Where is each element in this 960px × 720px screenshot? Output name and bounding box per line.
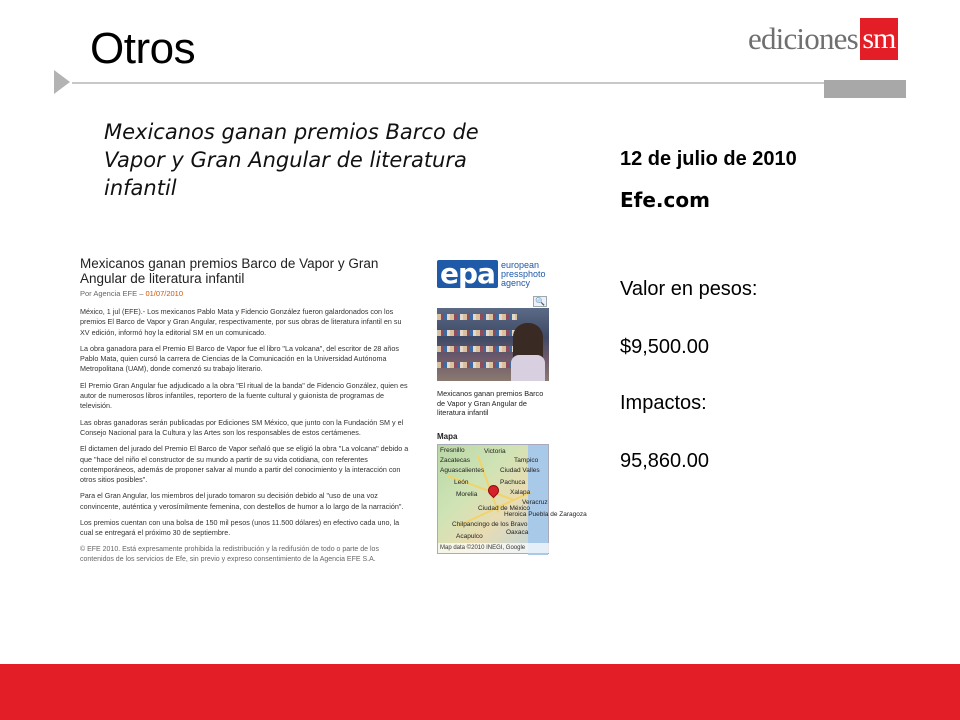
map-attribution: Map data ©2010 INEGI, Google: [438, 543, 550, 553]
magnify-icon[interactable]: 🔍: [533, 296, 547, 307]
map-label: Ciudad de México: [478, 504, 531, 512]
news-headline: Mexicanos ganan premios Barco de Vapor y Gran Angular de literatura infantil: [104, 120, 479, 200]
map-label: Chilpancingo de los Bravo: [452, 520, 528, 528]
clipping-paragraph: El Premio Gran Angular fue adjudicado a la obra "El ritual de la banda" de Fidencio González, quien es autor de numerosos libros infantiles, reportero de la fuente cultural y guionista de programas de televisión.: [80, 380, 408, 411]
clipping-byline-author: Por Agencia EFE –: [80, 289, 144, 298]
map-label: Morelia: [456, 490, 478, 498]
clipping-sidebar: [437, 256, 587, 554]
epa-logo: [437, 256, 549, 292]
map-label: León: [454, 478, 469, 486]
bookshelf: [437, 330, 517, 336]
map-label: Acapulco: [456, 532, 483, 540]
map-label: Aguascalientes: [440, 466, 485, 474]
clipping-paragraph: Los premios cuentan con una bolsa de 150 mil pesos (unos 11.500 dólares) en efectivo cada uno, la cual se entregará el próximo 30 de septiembre.: [80, 518, 400, 538]
clipping-legal-notice: © EFE 2010. Está expresamente prohibida la redistribución y la redifusión de todo o parte de los contenidos de los servicios de Efe, sin previo y expreso consentimiento de la Agencia EFE S.A.: [80, 545, 379, 563]
clipping-paragraph: México, 1 jul (EFE).- Los mexicanos Pablo Mata y Fidencio González fueron galardonados con los premios El Barco de Vapor y Gran Angular, respectivamente, por sus obras de literatura infantil en su XV edición, informó hoy la editorial SM en un comunicado.: [80, 307, 402, 337]
impacts-label: Impactos:: [620, 392, 707, 414]
map-label: Ciudad Valles: [500, 466, 540, 474]
map-label: Pachuca: [500, 478, 526, 486]
clipping-paragraph: Las obras ganadoras serán publicadas por Ediciones SM México, que junto con la Fundación SM y el Consejo Nacional para la Cultura y las Artes son los responsables de estos certámenes.: [80, 417, 404, 437]
clipping-byline: [80, 289, 410, 298]
epa-line: agency: [500, 277, 530, 288]
title-rule-block: [824, 80, 906, 98]
clipping-paragraph: El dictamen del jurado del Premio El Barco de Vapor señaló que se eligió la obra "La volcana" debido a que "hace del niño el constructor de su mundo a partir de su vida cotidiana, con referentes contemporáneos, además de proponer salvar al mundo a partir del conocimiento y la interacción con otros sitios posibles".: [80, 444, 409, 485]
bookshelf: [437, 362, 517, 368]
publication-date: 12 de julio de 2010: [620, 148, 797, 170]
impacts-amount: 95,860.00: [620, 450, 709, 472]
news-clipping: [80, 256, 410, 565]
value-label: Valor en pesos:: [620, 278, 758, 300]
clipping-byline-date: 01/07/2010: [145, 289, 184, 298]
bookshelf: [437, 346, 517, 352]
location-map[interactable]: [437, 444, 587, 554]
logo-mark: sm: [860, 18, 898, 60]
epa-line: pressphoto: [500, 268, 546, 279]
title-rule-line: [72, 82, 824, 84]
publication-source: Efe.com: [620, 188, 710, 212]
map-label: Zacatecas: [440, 456, 470, 464]
map-label: Veracruz: [522, 498, 548, 506]
map-label: Victoria: [484, 447, 506, 455]
photo-caption: Mexicanos ganan premios Barco de Vapor y Gran Angular de literatura infantil: [437, 389, 544, 417]
title-rule-arrow: [54, 70, 70, 94]
clipping-paragraph: Para el Gran Angular, los miembros del jurado tomaron su decisión debido al "uso de una voz convincente, auténtica y verosímilmente femenina, con destellos de humor a lo largo de la narración".: [80, 491, 404, 511]
epa-logo-text: [501, 261, 546, 288]
map-label: Heroica Puebla de Zaragoza: [504, 510, 587, 518]
bookshelf: [437, 314, 517, 320]
ediciones-sm-logo: [748, 18, 898, 60]
value-amount: $9,500.00: [620, 336, 709, 358]
map-label: Fresnillo: [440, 446, 465, 454]
epa-logo-mark: epa: [437, 260, 498, 288]
clipping-paragraph: La obra ganadora para el Premio El Barco de Vapor fue el libro "La volcana", del escritor de 28 años Pablo Mata, quien cursó la carrera de Ciencias de la Comunicación en la Universidad Autónoma Metropolitana (UAM), donde comenzó su trabajo literario.: [80, 343, 400, 374]
footer-bar: [0, 664, 960, 720]
map-label: Oaxaca: [506, 528, 529, 536]
clipping-title: Mexicanos ganan premios Barco de Vapor y Gran Angular de literatura infantil: [80, 256, 379, 286]
epa-line: european: [500, 259, 539, 270]
map-label: Tampico: [514, 456, 539, 464]
child-shirt: [511, 355, 545, 381]
map-heading: Mapa: [437, 431, 458, 441]
logo-wordmark: ediciones: [748, 21, 858, 56]
slide-title: Otros: [90, 24, 196, 73]
news-photo: [437, 308, 549, 381]
map-label: Xalapa: [510, 488, 531, 496]
